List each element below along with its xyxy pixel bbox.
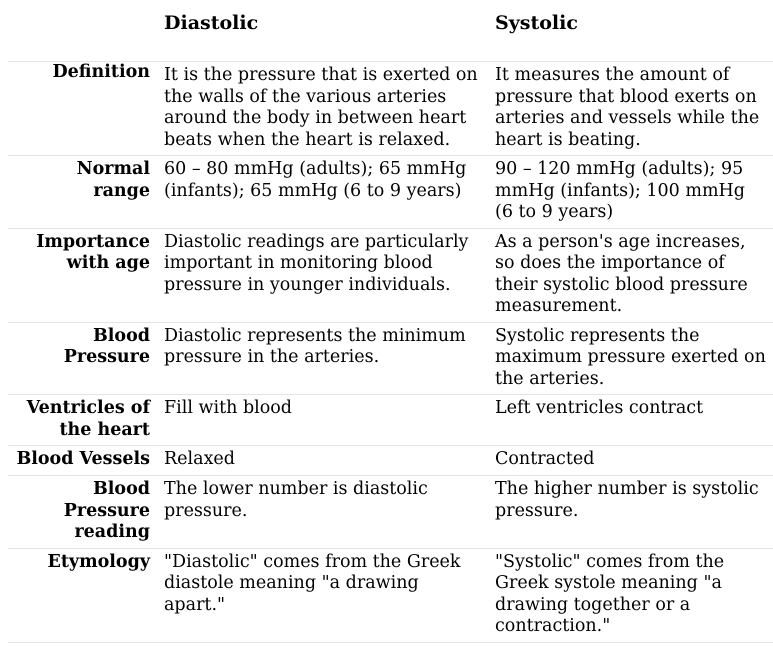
table-row (8, 476, 773, 549)
column-header-diastolic: Diastolic (156, 4, 487, 62)
header-row (8, 4, 773, 62)
row-label: Blood Vessels (8, 446, 156, 476)
systolic-cell: "Systolic" comes from the Greek systole meaning "a drawing together or a contraction." (487, 548, 773, 642)
systolic-cell: Systolic represents the maximum pressure exerted on the arteries. (487, 322, 773, 395)
column-header-systolic: Systolic (487, 4, 773, 62)
systolic-cell: The higher number is systolic pressure. (487, 476, 773, 549)
row-label: Importance with age (8, 228, 156, 322)
row-label: Definition (8, 62, 156, 156)
table-row (8, 228, 773, 322)
corner-cell (8, 4, 156, 62)
comparison-table (8, 4, 773, 643)
diastolic-cell: 60 – 80 mmHg (adults); 65 mmHg (infants); 65 mmHg (6 to 9 years) (156, 156, 487, 229)
row-label: Etymology (8, 548, 156, 642)
systolic-cell: Left ventricles contract (487, 395, 773, 446)
diastolic-cell: Relaxed (156, 446, 487, 476)
table-row (8, 322, 773, 395)
row-label: Blood Pressure (8, 322, 156, 395)
diastolic-cell: "Diastolic" comes from the Greek diastole meaning "a drawing apart." (156, 548, 487, 642)
table-row (8, 548, 773, 642)
diastolic-cell: The lower number is diastolic pressure. (156, 476, 487, 549)
systolic-cell: Contracted (487, 446, 773, 476)
systolic-cell: As a person's age increases, so does the importance of their systolic blood pressure measurement. (487, 228, 773, 322)
diastolic-cell: It is the pressure that is exerted on the walls of the various arteries around the body in between heart beats when the heart is relaxed. (156, 62, 487, 156)
table-row (8, 62, 773, 156)
diastolic-cell: Fill with blood (156, 395, 487, 446)
row-label: Ventricles of the heart (8, 395, 156, 446)
table-row (8, 446, 773, 476)
systolic-cell: 90 – 120 mmHg (adults); 95 mmHg (infants); 100 mmHg (6 to 9 years) (487, 156, 773, 229)
diastolic-cell: Diastolic readings are particularly important in monitoring blood pressure in younger individuals. (156, 228, 487, 322)
row-label: Blood Pressure reading (8, 476, 156, 549)
systolic-cell: It measures the amount of pressure that blood exerts on arteries and vessels while the heart is beating. (487, 62, 773, 156)
table-row (8, 156, 773, 229)
table-row (8, 395, 773, 446)
diastolic-cell: Diastolic represents the minimum pressure in the arteries. (156, 322, 487, 395)
row-label: Normal range (8, 156, 156, 229)
